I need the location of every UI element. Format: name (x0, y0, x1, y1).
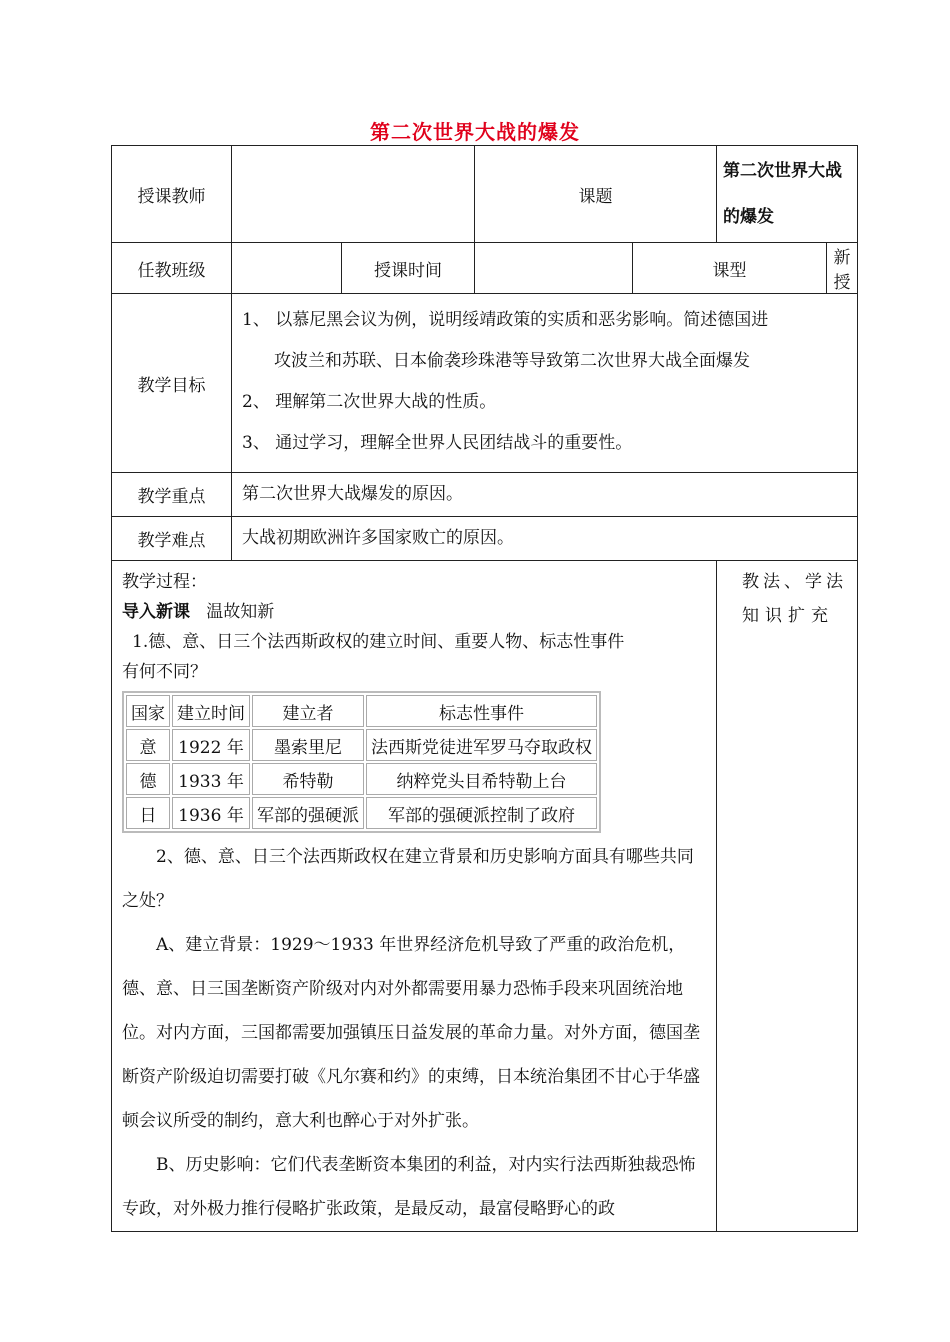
inner-row (126, 729, 597, 761)
time-label: 授课时间 (342, 243, 475, 294)
key-point-label: 教学重点 (112, 473, 232, 517)
difficulty-text: 大战初期欧洲许多国家败亡的原因。 (232, 517, 858, 561)
intro-rest: 温故知新 (206, 602, 275, 622)
key-point-row (112, 473, 858, 517)
difficulty-label: 教学难点 (112, 517, 232, 561)
topic-label: 课题 (475, 146, 717, 243)
objective-1a: 1、 以慕尼黑会议为例，说明绥靖政策的实质和恶劣影响。简述德国进 (242, 310, 769, 330)
class-value (232, 243, 342, 294)
class-label: 任教班级 (112, 243, 232, 294)
objective-2: 2、 理解第二次世界大战的性质。 (242, 392, 497, 412)
inner-cell: 日 (126, 797, 170, 829)
side-methods: 教法、学法 (742, 572, 848, 592)
inner-cell: 军部的强硬派 (252, 797, 364, 829)
inner-header-cell: 建立时间 (172, 695, 250, 727)
inner-header-row (126, 695, 597, 727)
process-heading: 教学过程： (122, 572, 207, 592)
intro-bold: 导入新课 (122, 602, 190, 622)
inner-cell: 法西斯党徒进军罗马夺取政权 (366, 729, 597, 761)
type-label: 课型 (633, 243, 827, 294)
time-value (475, 243, 633, 294)
objective-1b: 攻波兰和苏联、日本偷袭珍珠港等导致第二次世界大战全面爆发 (274, 351, 750, 371)
teacher-value (232, 146, 475, 243)
inner-row (126, 763, 597, 795)
intro-line (122, 597, 706, 627)
process-row (112, 561, 858, 1232)
inner-cell: 墨索里尼 (252, 729, 364, 761)
inner-cell: 1936 年 (172, 797, 250, 829)
answer-a: A、建立背景：1929～1933 年世界经济危机导致了严重的政治危机，德、意、日三国垄断资产阶级对内对外都需要用暴力恐怖手段来巩固统治地位。对内方面，三国都需要加强镇压日益发展的革命力量。对外方面，德国垄断资产阶级迫切需要打破《凡尔赛和约》的束缚，日本统治集团不甘心于华盛顿会议所受的制约，意大利也醉心于对外扩张。 (122, 935, 700, 1131)
objectives-content (232, 294, 858, 473)
inner-cell: 纳粹党头目希特勒上台 (366, 763, 597, 795)
question-1a: 1.德、意、日三个法西斯政权的建立时间、重要人物、标志性事件 (132, 632, 625, 652)
topic-value: 第二次世界大战的爆发 (717, 146, 858, 243)
inner-header-cell: 建立者 (252, 695, 364, 727)
answer-b: B、历史影响：它们代表垄断资本集团的利益，对内实行法西斯独裁恐怖专政，对外极力推行侵略扩张政策，是最反动，最富侵略野心的政 (122, 1155, 696, 1219)
objectives-row (112, 294, 858, 473)
question-2: 2、德、意、日三个法西斯政权在建立背景和历史影响方面具有哪些共同之处？ (122, 847, 694, 911)
side-column (717, 561, 858, 1232)
side-knowledge: 知识扩充 (742, 606, 835, 626)
inner-header-cell: 标志性事件 (366, 695, 597, 727)
inner-cell: 意 (126, 729, 170, 761)
objectives-label: 教学目标 (112, 294, 232, 473)
inner-cell: 德 (126, 763, 170, 795)
objective-3: 3、 通过学习，理解全世界人民团结战斗的重要性。 (242, 433, 633, 453)
process-content (112, 561, 717, 1232)
inner-cell: 1933 年 (172, 763, 250, 795)
inner-row (126, 797, 597, 829)
inner-cell: 军部的强硬派控制了政府 (366, 797, 597, 829)
header-row-2 (112, 243, 858, 294)
inner-cell: 希特勒 (252, 763, 364, 795)
difficulty-row (112, 517, 858, 561)
header-row-1 (112, 146, 858, 243)
inner-cell: 1922 年 (172, 729, 250, 761)
page-title: 第二次世界大战的爆发 (370, 120, 580, 144)
teacher-label: 授课教师 (112, 146, 232, 243)
lesson-plan-table (111, 145, 858, 1232)
inner-header-cell: 国家 (126, 695, 170, 727)
key-point-text: 第二次世界大战爆发的原因。 (232, 473, 858, 517)
type-value: 新授 (827, 243, 858, 294)
question-1b: 有何不同？ (122, 662, 207, 682)
fascist-regimes-table (122, 691, 601, 833)
